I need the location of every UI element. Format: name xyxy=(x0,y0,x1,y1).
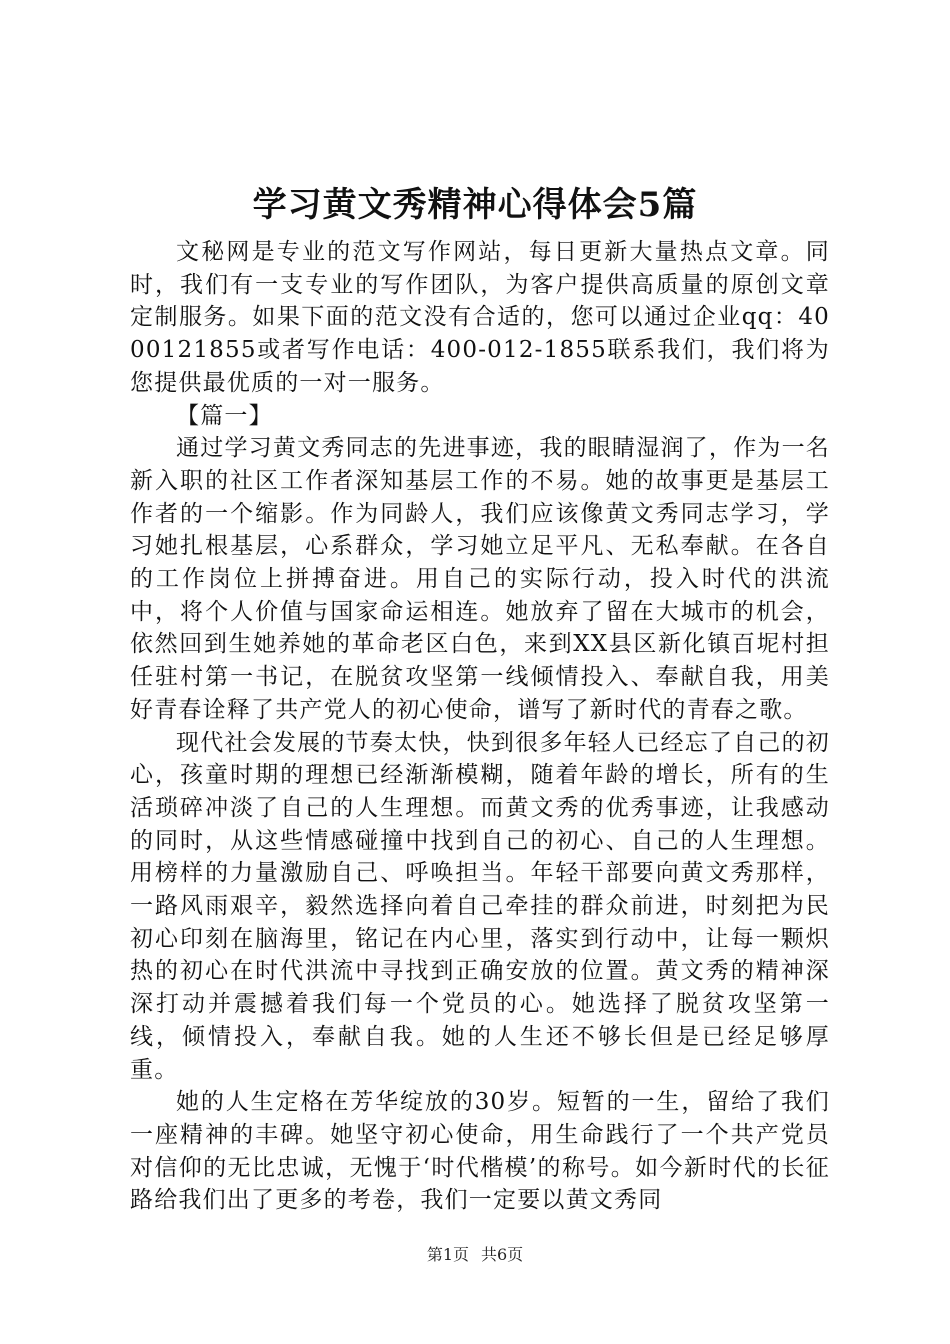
body-paragraph-1: 通过学习黄文秀同志的先进事迹，我的眼睛湿润了，作为一名新入职的社区工作者深知基层工作的不易。她的故事更是基层工作者的一个缩影。作为同龄人，我们应该像黄文秀同志学习，学习她扎根基层，心系群众，学习她立足平凡、无私奉献。在各自的工作岗位上拼搏奋进。用自己的实际行动，投入时代的洪流中，将个人价值与国家命运相连。她放弃了留在大城市的机会，依然回到生她养她的革命老区白色，来到XX县区新化镇百坭村担任驻村第一书记，在脱贫攻坚第一线倾情投入、奉献自我，用美好青春诠释了共产党人的初心使命，谱写了新时代的青春之歌。 xyxy=(130,435,830,723)
intro-paragraph: 文秘网是专业的范文写作网站，每日更新大量热点文章。同时，我们有一支专业的写作团队，为客户提供高质量的原创文章定制服务。如果下面的范文没有合适的，您可以通过企业qq：4000121855或者写作电话：400-012-1855联系我们，我们将为您提供最优质的一对一服务。 xyxy=(130,239,830,396)
section-heading: 【篇一】 xyxy=(176,402,273,429)
page-total: 共6页 xyxy=(481,1245,524,1264)
document-title: 学习黄文秀精神心得体会5篇 xyxy=(252,185,698,225)
body-paragraph-2: 现代社会发展的节奏太快，快到很多年轻人已经忘了自己的初心，孩童时期的理想已经渐渐模糊，随着年龄的增长，所有的生活琐碎冲淡了自己的人生理想。而黄文秀的优秀事迹，让我感动的同时，从这些情感碰撞中找到自己的初心、自己的人生理想。用榜样的力量激励自己、呼唤担当。年轻干部要向黄文秀那样，一路风雨艰辛，毅然选择向着自己牵挂的群众前进，时刻把为民初心印刻在脑海里，铭记在内心里，落实到行动中，让每一颗炽热的初心在时代洪流中寻找到正确安放的位置。黄文秀的精神深深打动并震撼着我们每一个党员的心。她选择了脱贫攻坚第一线，倾情投入，奉献自我。她的人生还不够长但是已经足够厚重。 xyxy=(130,729,830,1083)
document-body xyxy=(130,236,830,1217)
page-footer xyxy=(0,1244,950,1266)
body-paragraph-3: 她的人生定格在芳华绽放的30岁。短暂的一生，留给了我们一座精神的丰碑。她坚守初心使命，用生命践行了一个共产党员对信仰的无比忠诚，无愧于‘时代楷模’的称号。如今新时代的长征路给我们出了更多的考卷，我们一定要以黄文秀同 xyxy=(130,1089,830,1214)
page-number: 第1页 xyxy=(426,1245,469,1264)
